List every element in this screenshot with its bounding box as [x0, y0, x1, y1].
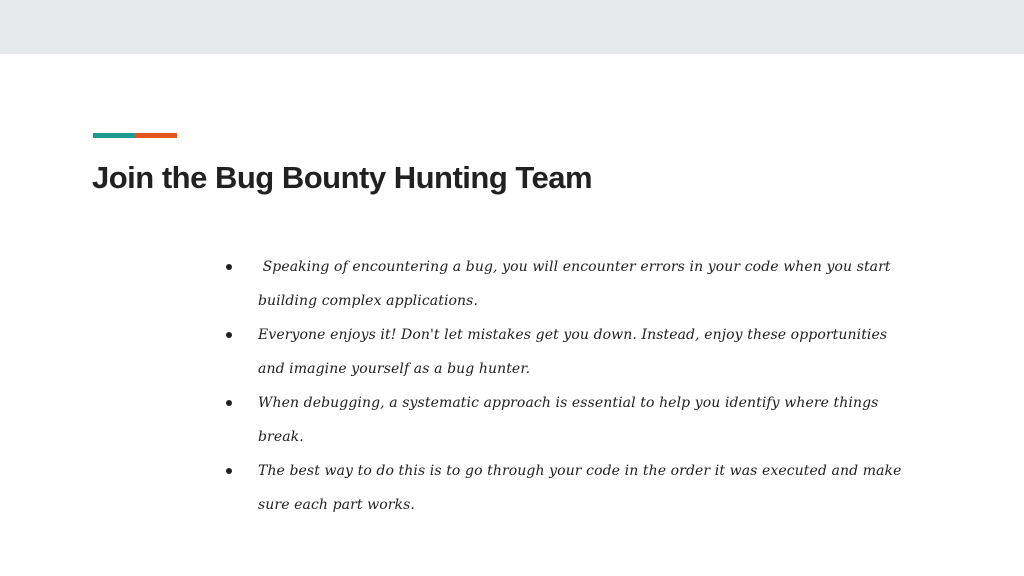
bullet-text: The best way to do this is to go through your code in the order it was executed and make sure each part works. — [258, 463, 902, 513]
accent-bar-orange — [135, 133, 177, 138]
bullet-text: Speaking of encountering a bug, you will encounter errors in your code when you start building complex applications. — [258, 259, 896, 309]
slide-title: Join the Bug Bounty Hunting Team — [92, 160, 593, 195]
bullet-dot-icon — [226, 468, 232, 474]
title-accent-bar — [93, 133, 177, 138]
bullet-list — [224, 250, 904, 522]
bullet-dot-icon — [226, 332, 232, 338]
bullet-text: When debugging, a systematic approach is essential to help you identify where things break. — [258, 395, 879, 445]
bullet-item — [224, 250, 904, 318]
accent-bar-teal — [93, 133, 135, 138]
bullet-dot-icon — [226, 400, 232, 406]
bullet-dot-icon — [226, 264, 232, 270]
bullet-item — [224, 454, 904, 522]
bullet-text: Everyone enjoys it! Don't let mistakes get you down. Instead, enjoy these opportunities and imagine yourself as a bug hunter. — [258, 327, 888, 377]
bullet-item — [224, 386, 904, 454]
bullet-item — [224, 318, 904, 386]
top-band — [0, 0, 1024, 54]
